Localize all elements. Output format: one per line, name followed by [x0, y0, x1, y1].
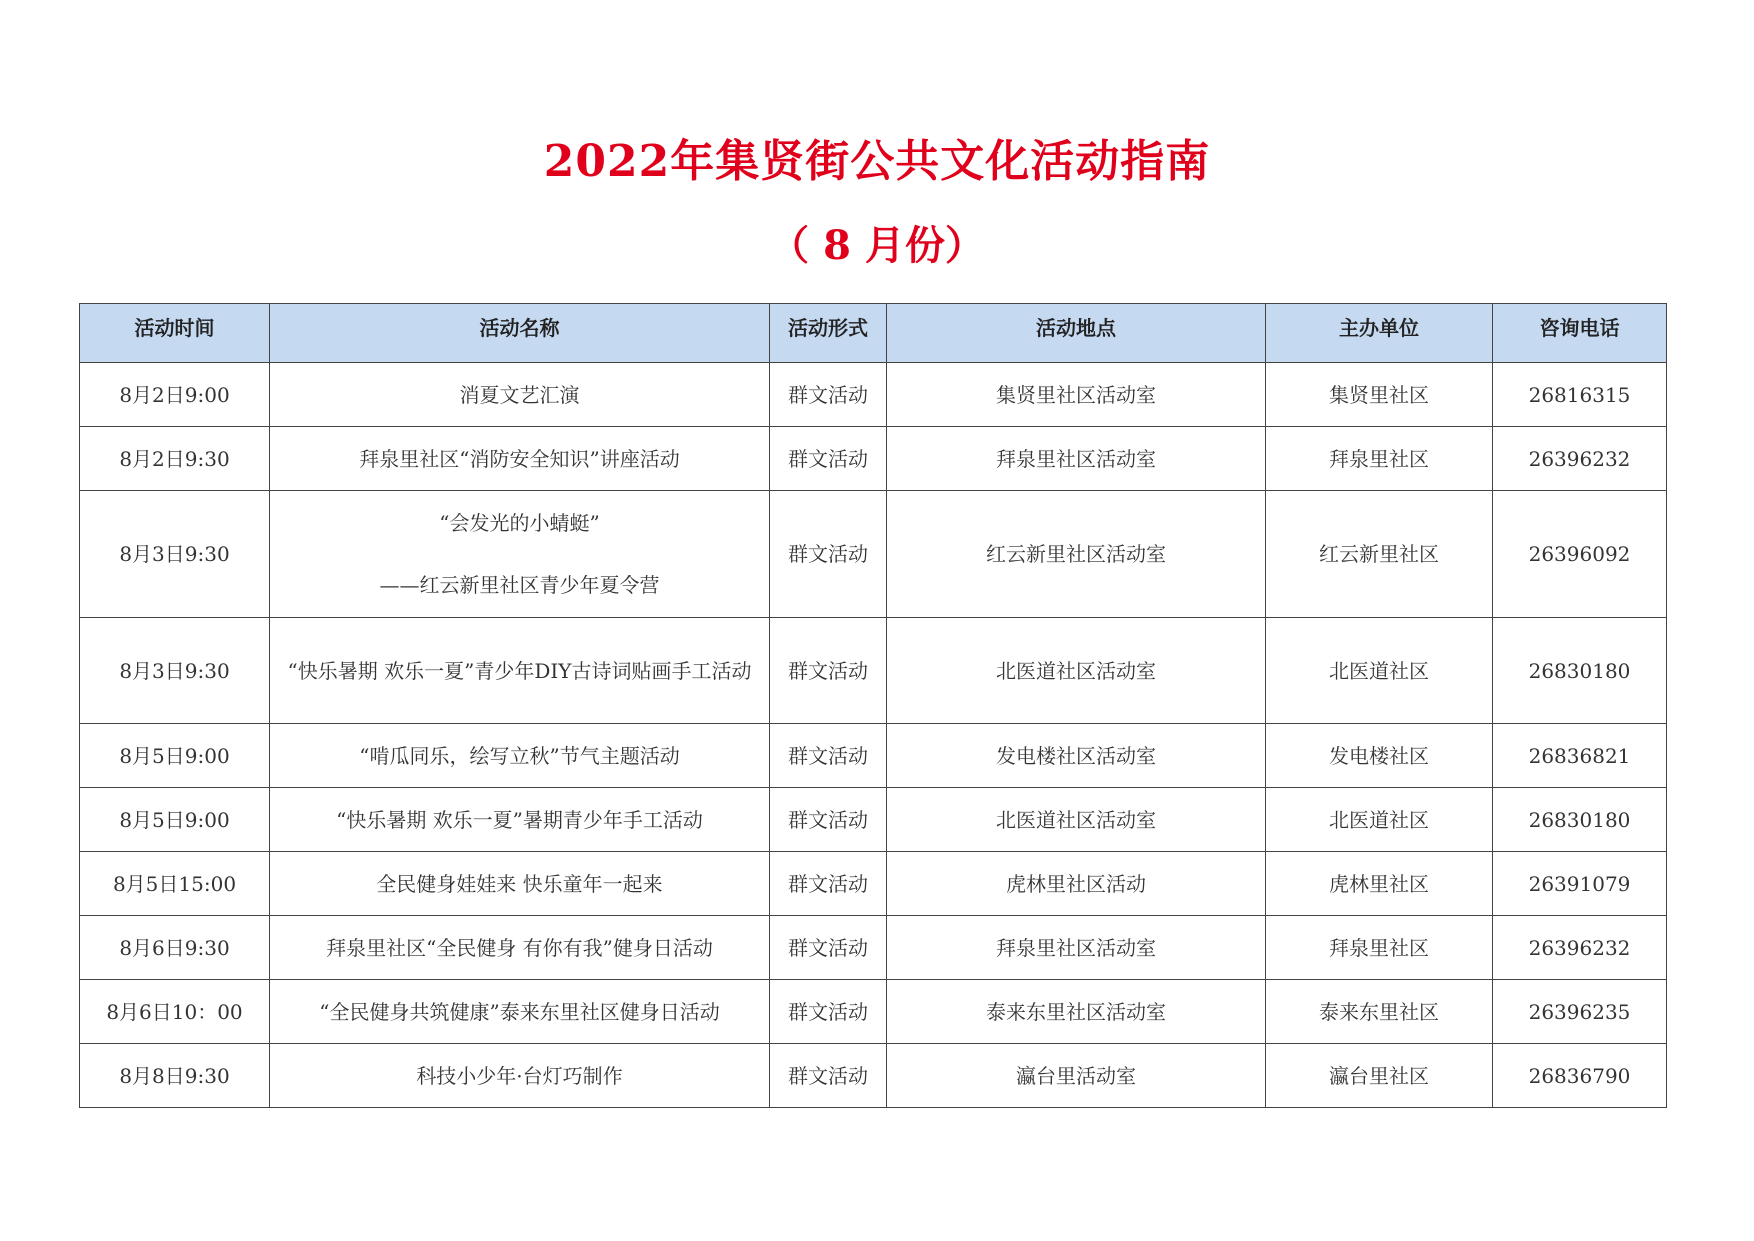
- cell-place: 发电楼社区活动室: [887, 724, 1266, 788]
- cell-name: “全民健身共筑健康”泰来东里社区健身日活动: [270, 980, 770, 1044]
- cell-form: 群文活动: [770, 491, 887, 618]
- cell-place: 泰来东里社区活动室: [887, 980, 1266, 1044]
- cell-form: 群文活动: [770, 916, 887, 980]
- cell-name-line: ——红云新里社区青少年夏令营: [379, 573, 660, 597]
- cell-time: 8月6日10：00: [80, 980, 270, 1044]
- header-phone: 咨询电话: [1493, 304, 1667, 363]
- cell-name: 全民健身娃娃来 快乐童年一起来: [270, 852, 770, 916]
- cell-name: [270, 491, 770, 618]
- cell-form: 群文活动: [770, 980, 887, 1044]
- cell-phone: 26830180: [1493, 618, 1667, 724]
- cell-name: 拜泉里社区“消防安全知识”讲座活动: [270, 427, 770, 491]
- header-form: 活动形式: [770, 304, 887, 363]
- cell-phone: 26396232: [1493, 427, 1667, 491]
- table-row: [80, 427, 1667, 491]
- cell-phone: 26836790: [1493, 1044, 1667, 1108]
- page-title: 2022年集贤街公共文化活动指南: [543, 136, 1211, 187]
- cell-time: 8月6日9:30: [80, 916, 270, 980]
- header-host: 主办单位: [1266, 304, 1493, 363]
- cell-place: 北医道社区活动室: [887, 618, 1266, 724]
- cell-form: 群文活动: [770, 852, 887, 916]
- cell-phone: 26396232: [1493, 916, 1667, 980]
- cell-form: 群文活动: [770, 1044, 887, 1108]
- cell-host: 瀛台里社区: [1266, 1044, 1493, 1108]
- table-row: [80, 363, 1667, 427]
- table-row: [80, 491, 1667, 618]
- table-row: [80, 852, 1667, 916]
- cell-name: “啃瓜同乐，绘写立秋”节气主题活动: [270, 724, 770, 788]
- cell-host: 虎林里社区: [1266, 852, 1493, 916]
- cell-form: 群文活动: [770, 724, 887, 788]
- table-row: [80, 788, 1667, 852]
- cell-place: 虎林里社区活动: [887, 852, 1266, 916]
- header-time: 活动时间: [80, 304, 270, 363]
- cell-phone: 26836821: [1493, 724, 1667, 788]
- cell-time: 8月5日15:00: [80, 852, 270, 916]
- cell-phone: 26816315: [1493, 363, 1667, 427]
- cell-time: 8月3日9:30: [80, 491, 270, 618]
- cell-host: 红云新里社区: [1266, 491, 1493, 618]
- cell-name-text: “快乐暑期 欢乐一夏”青少年DIY古诗词贴画手工活动: [287, 658, 752, 683]
- cell-form: 群文活动: [770, 427, 887, 491]
- cell-place: 北医道社区活动室: [887, 788, 1266, 852]
- table-header-row: [80, 304, 1667, 363]
- cell-name: “快乐暑期 欢乐一夏”暑期青少年手工活动: [270, 788, 770, 852]
- cell-place: 拜泉里社区活动室: [887, 427, 1266, 491]
- cell-host: 集贤里社区: [1266, 363, 1493, 427]
- cell-name-line: “会发光的小蜻蜓”: [439, 511, 600, 535]
- table-row: [80, 1044, 1667, 1108]
- cell-form: 群文活动: [770, 788, 887, 852]
- cell-form: 群文活动: [770, 618, 887, 724]
- cell-name: [270, 618, 770, 724]
- cell-host: 拜泉里社区: [1266, 916, 1493, 980]
- cell-host: 拜泉里社区: [1266, 427, 1493, 491]
- cell-time: 8月3日9:30: [80, 618, 270, 724]
- cell-name: 拜泉里社区“全民健身 有你有我”健身日活动: [270, 916, 770, 980]
- cell-time: 8月2日9:00: [80, 363, 270, 427]
- cell-phone: 26391079: [1493, 852, 1667, 916]
- cell-phone: 26830180: [1493, 788, 1667, 852]
- cell-place: 瀛台里活动室: [887, 1044, 1266, 1108]
- cell-time: 8月2日9:30: [80, 427, 270, 491]
- cell-name: 消夏文艺汇演: [270, 363, 770, 427]
- activity-schedule-table: [79, 303, 1667, 1108]
- cell-time: 8月5日9:00: [80, 788, 270, 852]
- cell-name: 科技小少年·台灯巧制作: [270, 1044, 770, 1108]
- cell-phone: 26396235: [1493, 980, 1667, 1044]
- table-row: [80, 724, 1667, 788]
- table-row: [80, 916, 1667, 980]
- header-place: 活动地点: [887, 304, 1266, 363]
- cell-host: 北医道社区: [1266, 618, 1493, 724]
- cell-time: 8月5日9:00: [80, 724, 270, 788]
- cell-place: 红云新里社区活动室: [887, 491, 1266, 618]
- table-row: [80, 980, 1667, 1044]
- header-name: 活动名称: [270, 304, 770, 363]
- cell-time: 8月8日9:30: [80, 1044, 270, 1108]
- table-row: [80, 618, 1667, 724]
- cell-place: 集贤里社区活动室: [887, 363, 1266, 427]
- cell-phone: 26396092: [1493, 491, 1667, 618]
- cell-host: 北医道社区: [1266, 788, 1493, 852]
- page-subtitle: （ 8 月份）: [769, 222, 985, 269]
- cell-host: 泰来东里社区: [1266, 980, 1493, 1044]
- cell-host: 发电楼社区: [1266, 724, 1493, 788]
- cell-form: 群文活动: [770, 363, 887, 427]
- cell-place: 拜泉里社区活动室: [887, 916, 1266, 980]
